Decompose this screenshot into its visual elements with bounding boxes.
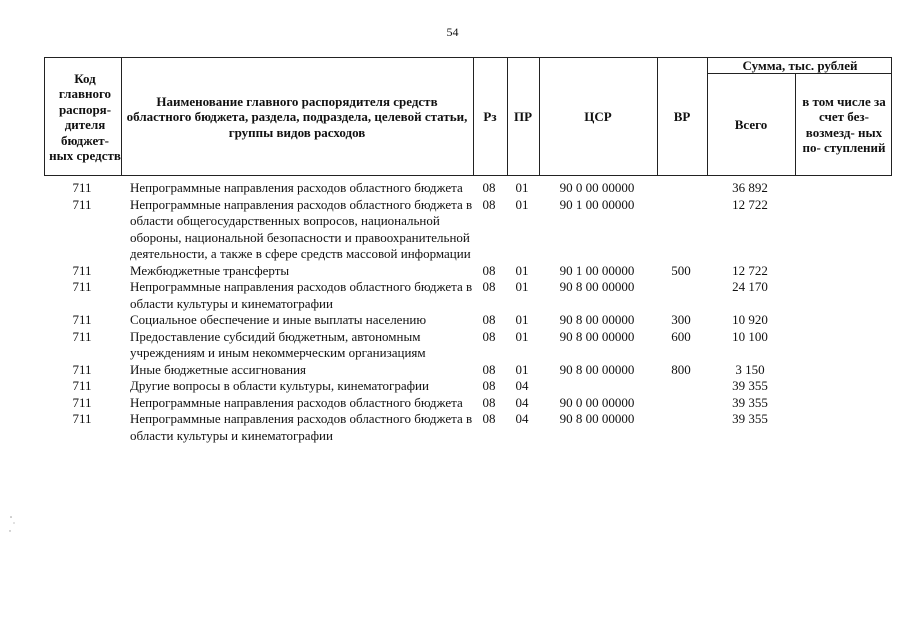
cell-total: 12 722 <box>732 196 768 212</box>
cell-code: 711 <box>72 180 92 195</box>
cell-vr: 600 <box>671 328 691 344</box>
table-row <box>44 329 892 362</box>
cell-total: 39 355 <box>732 378 768 393</box>
cell-name: Другие вопросы в области культуры, кинематографии <box>130 378 429 393</box>
cell-name: Непрограммные направления расходов областного бюджета <box>130 180 463 195</box>
header-rz: Рз <box>483 109 497 125</box>
cell-pr: 04 <box>515 394 529 410</box>
header-free: в том числе за счет без- возмезд- ных по- ступлений <box>802 93 886 155</box>
cell-code: 711 <box>72 312 92 327</box>
table-row <box>44 180 892 197</box>
cell-pr: 04 <box>515 411 529 426</box>
cell-code: 711 <box>72 394 92 410</box>
cell-name: Непрограммные направления расходов областного бюджета <box>130 394 463 410</box>
cell-csr: 90 0 00 00000 <box>559 394 635 410</box>
cell-total: 10 100 <box>732 328 768 344</box>
cell-csr: 90 0 00 00000 <box>559 180 635 195</box>
table-row <box>44 312 892 329</box>
cell-name: Непрограммные направления расходов областного бюджета в области культуры и кинематографии <box>130 411 473 443</box>
cell-rz: 08 <box>482 411 496 426</box>
cell-code: 711 <box>72 411 92 426</box>
cell-total: 39 355 <box>732 394 768 410</box>
cell-pr: 04 <box>515 378 529 393</box>
table-row <box>44 362 892 379</box>
cell-name: Социальное обеспечение и иные выплаты населению <box>130 312 427 327</box>
cell-rz: 08 <box>482 312 496 327</box>
cell-csr: 90 8 00 00000 <box>559 279 635 294</box>
header-vr: ВР <box>673 109 691 125</box>
cell-total: 36 892 <box>732 180 768 195</box>
header-code: Код главного распоря- дителя бюджет- ных средств <box>49 70 121 163</box>
cell-code: 711 <box>72 196 92 212</box>
cell-pr: 01 <box>515 262 529 278</box>
cell-code: 711 <box>72 328 92 344</box>
cell-total: 24 170 <box>732 279 768 294</box>
table-header <box>44 57 892 176</box>
header-total: Всего <box>734 116 768 132</box>
cell-pr: 01 <box>515 328 529 344</box>
cell-rz: 08 <box>482 394 496 410</box>
cell-rz: 08 <box>482 279 496 294</box>
cell-pr: 01 <box>515 361 529 377</box>
header-csr: ЦСР <box>584 109 612 125</box>
cell-total: 3 150 <box>735 361 765 377</box>
cell-pr: 01 <box>515 312 529 327</box>
cell-name: Непрограммные направления расходов областного бюджета в области общегосударственных вопросов, национальной обороны, национальной безопасности и правоохранительной деятельности, а также в сфере средств массовой информации <box>130 196 473 261</box>
cell-vr: 300 <box>671 312 691 327</box>
column-divider <box>795 73 796 175</box>
cell-pr: 01 <box>515 196 529 212</box>
cell-rz: 08 <box>482 262 496 278</box>
cell-rz: 08 <box>482 196 496 212</box>
table-body <box>44 180 892 444</box>
cell-csr: 90 1 00 00000 <box>559 196 635 212</box>
table-row <box>44 378 892 395</box>
cell-csr: 90 8 00 00000 <box>559 328 635 344</box>
cell-total: 10 920 <box>732 312 768 327</box>
cell-pr: 01 <box>515 180 529 195</box>
cell-pr: 01 <box>515 279 529 294</box>
cell-csr: 90 8 00 00000 <box>559 361 635 377</box>
cell-csr: 90 8 00 00000 <box>559 312 635 327</box>
cell-rz: 08 <box>482 361 496 377</box>
table-row <box>44 411 892 444</box>
cell-vr: 800 <box>671 361 691 377</box>
cell-name: Межбюджетные трансферты <box>130 262 290 278</box>
cell-total: 12 722 <box>732 262 768 278</box>
cell-name: Предоставление субсидий бюджетным, автономным учреждениям и иным некоммерческим организациям <box>130 328 426 360</box>
header-pr: ПР <box>513 109 533 125</box>
cell-code: 711 <box>72 361 92 377</box>
cell-code: 711 <box>72 279 92 294</box>
cell-rz: 08 <box>482 180 496 195</box>
cell-name: Иные бюджетные ассигнования <box>130 361 307 377</box>
cell-name: Непрограммные направления расходов областного бюджета в области культуры и кинематографии <box>130 279 473 311</box>
header-sum-group: Сумма, тыс. рублей <box>742 57 858 73</box>
table-row <box>44 279 892 312</box>
cell-rz: 08 <box>482 328 496 344</box>
cell-csr: 90 1 00 00000 <box>559 262 635 278</box>
page-number: 54 <box>446 25 459 39</box>
cell-vr: 500 <box>671 262 691 278</box>
header-name: Наименование главного распорядителя средств областного бюджета, раздела, подраздела, целевой статьи, группы видов расходов <box>126 93 468 140</box>
scan-margin-mark <box>8 513 20 545</box>
cell-csr: 90 8 00 00000 <box>559 411 635 426</box>
cell-rz: 08 <box>482 378 496 393</box>
table-row <box>44 395 892 412</box>
cell-code: 711 <box>72 262 92 278</box>
cell-total: 39 355 <box>732 411 768 426</box>
cell-code: 711 <box>72 378 92 393</box>
table-row <box>44 197 892 263</box>
table-row <box>44 263 892 280</box>
